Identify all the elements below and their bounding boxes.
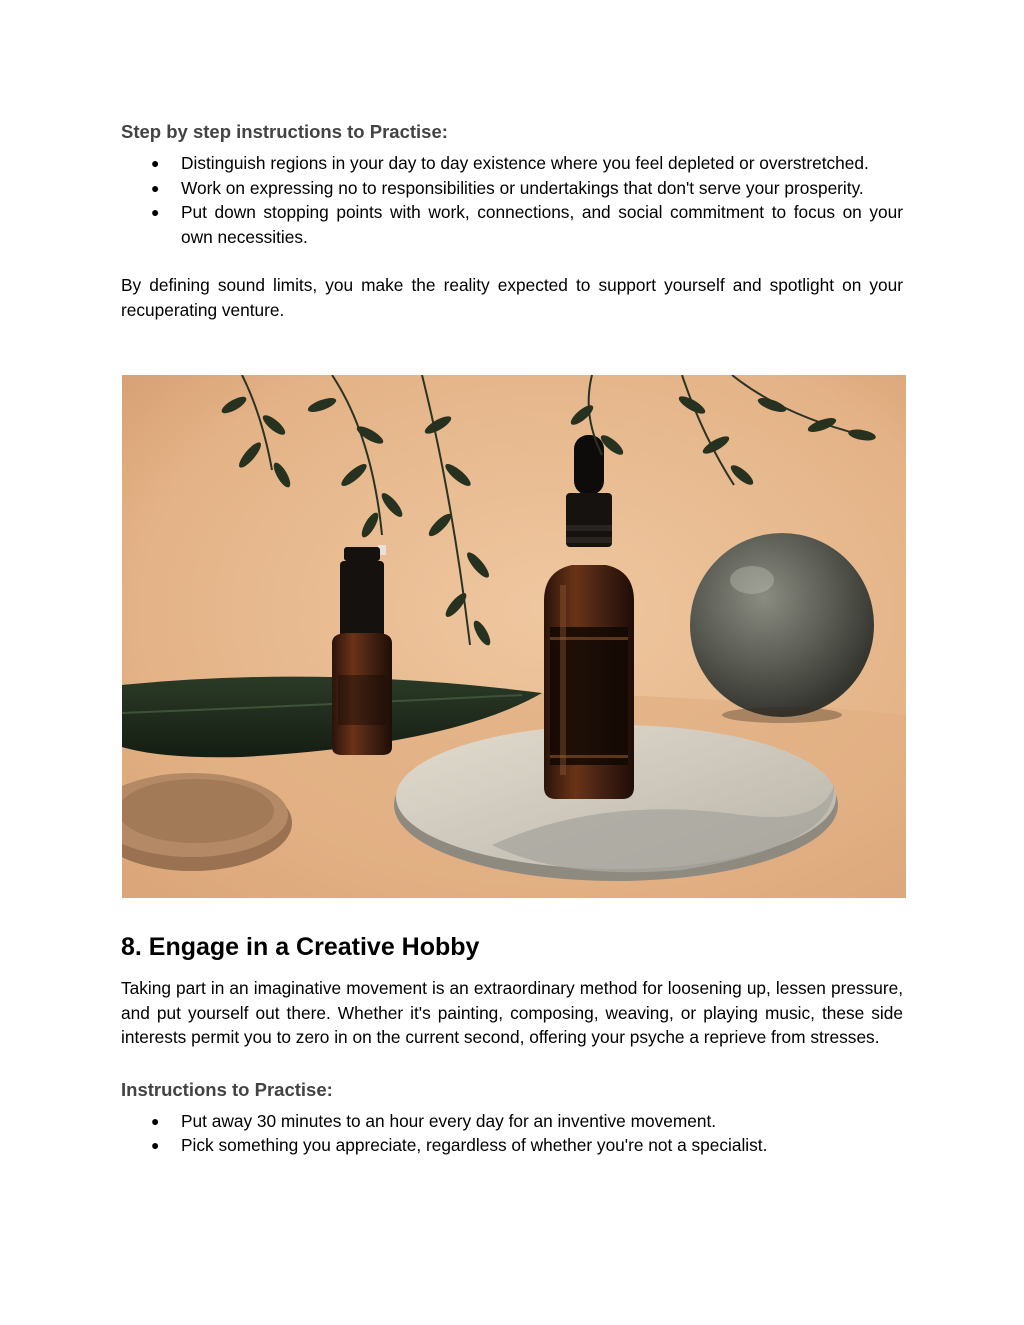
- bullet-icon: ●: [151, 179, 160, 196]
- bullet-list-boundaries: [121, 151, 903, 249]
- list-item: ● Put away 30 minutes to an hour every day for an inventive movement.: [121, 1109, 903, 1134]
- product-photo: [122, 375, 906, 898]
- content-top: [121, 118, 903, 322]
- bottles-photo-illustration: [122, 375, 906, 898]
- subheading-practise: Step by step instructions to Practise:: [121, 121, 448, 142]
- subheading-instructions: Instructions to Practise:: [121, 1078, 333, 1100]
- bullet-icon: ●: [151, 1112, 160, 1129]
- paragraph-creative-hobby: Taking part in an imaginative movement is an extraordinary method for loosening up, lessen pressure, and put yourself out there. Whether it's painting, composing, weaving, or playing music, these side interests permit you to zero in on the current second, offering your psyche a reprieve from stresses.: [121, 978, 903, 1047]
- bullet-icon: ●: [151, 155, 160, 171]
- bullet-icon: ●: [151, 1137, 160, 1153]
- bullet-icon: ●: [151, 204, 160, 220]
- list-item: ● Put down stopping points with work, connections, and social commitment to focus on your own necessities.: [151, 202, 903, 247]
- list-item: ● Pick something you appreciate, regardless of whether you're not a specialist.: [121, 1133, 903, 1158]
- list-item: ● Work on expressing no to responsibilities or undertakings that don't serve your prosperity.: [121, 176, 903, 201]
- paragraph-boundaries: By defining sound limits, you make the reality expected to support yourself and spotlight on your recuperating venture.: [121, 275, 903, 320]
- bullet-list-creative: [121, 1109, 903, 1158]
- list-item: ● Distinguish regions in your day to day existence where you feel depleted or overstretched.: [121, 151, 903, 176]
- section-heading-creative-hobby: 8. Engage in a Creative Hobby: [121, 933, 480, 961]
- content-bottom: [121, 930, 903, 1158]
